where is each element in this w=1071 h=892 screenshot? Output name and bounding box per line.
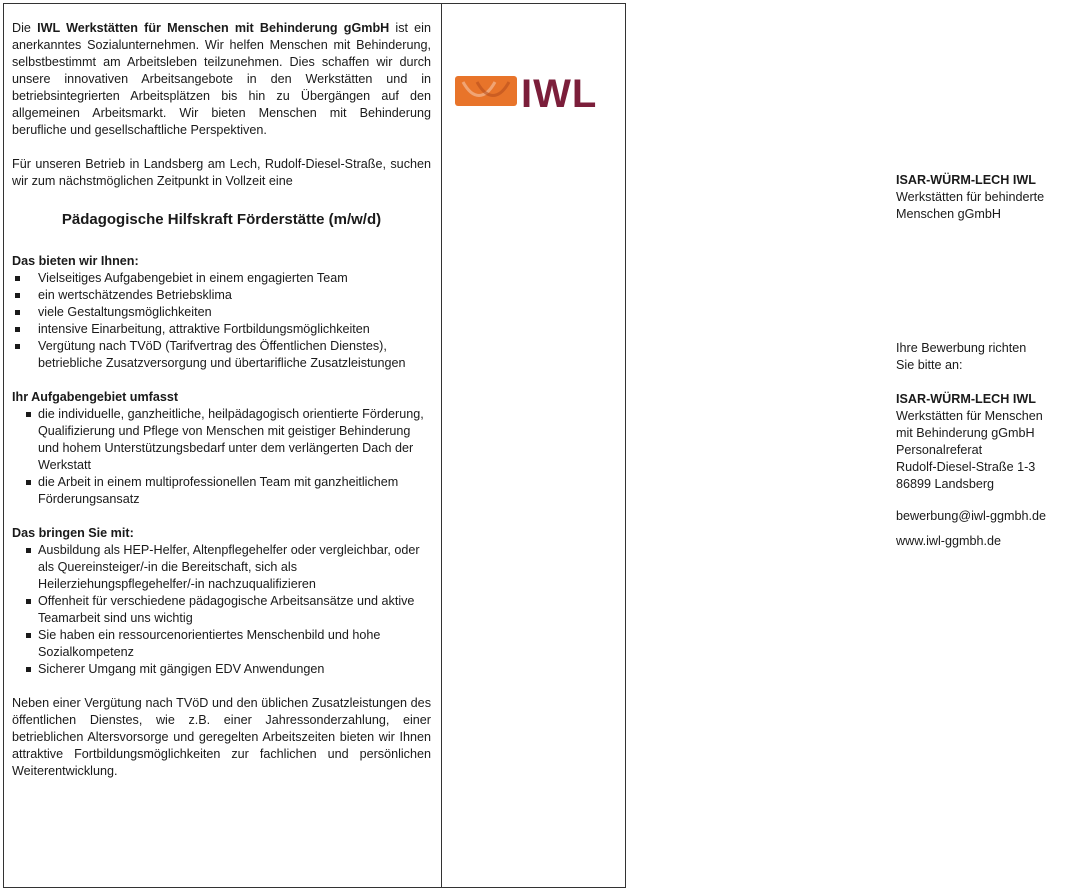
main-column [12, 20, 431, 780]
apply-line-2: Sie bitte an: [896, 358, 963, 372]
tasks-title: Ihr Aufgabengebiet umfasst [12, 390, 179, 404]
list-item: Vielseitiges Aufgabengebiet in einem engagierten Team [12, 270, 431, 287]
address-line: Rudolf-Diesel-Straße 1-3 [896, 460, 1036, 474]
list-item: Sicherer Umgang mit gängigen EDV Anwendungen [12, 661, 431, 678]
org-name: ISAR-WÜRM-LECH IWL [896, 173, 1036, 187]
intro-paragraph [12, 20, 431, 139]
job-title: Pädagogische Hilfskraft Förderstätte (m/w/d) [61, 211, 382, 228]
offer-list [12, 270, 431, 372]
logo-text: IWL [521, 72, 598, 116]
closing-paragraph: Neben einer Vergütung nach TVöD und den üblichen Zusatzleistungen des öffentlichen Dienstes, wie z.B. einer Jahressonderzahlung, einer betrieblichen Altersvorsorge und geregelten Arbeitszeiten bieten wir Ihnen attraktive Fortbildungsmöglichkeiten zur fachlichen und persönlichen Weiterentwicklung. [12, 696, 431, 778]
org-sub-2: Menschen gGmbH [896, 207, 1001, 221]
list-item: die Arbeit in einem multiprofessionellen Team mit ganzheitlichem Förderungsansatz [12, 474, 431, 508]
requirements-title: Das bringen Sie mit: [12, 526, 134, 540]
email-link[interactable]: bewerbung@iwl-ggmbh.de [896, 509, 1046, 523]
iwl-logo-icon [455, 70, 598, 116]
search-paragraph: Für unseren Betrieb in Landsberg am Lech, Rudolf-Diesel-Straße, suchen wir zum nächstmöglichen Zeitpunkt in Vollzeit eine [12, 157, 431, 188]
list-item: die individuelle, ganzheitliche, heilpädagogisch orientierte Förderung, Qualifizierung und Pflege von Menschen mit geistiger Behinderung und hohem Unterstützungsbedarf unter dem verlängerten Dach der Werkstatt [12, 406, 431, 474]
address-block [896, 391, 1071, 493]
apply-block [896, 340, 1071, 374]
contact-block [896, 508, 1071, 550]
org-block [896, 172, 1071, 223]
list-item: viele Gestaltungsmöglichkeiten [12, 304, 431, 321]
list-item: Offenheit für verschiedene pädagogische Arbeitsansätze und aktive Teamarbeit sind uns wichtig [12, 593, 431, 627]
intro-lead: Die [12, 21, 38, 35]
address-line: 86899 Landsberg [896, 477, 995, 491]
list-item: Ausbildung als HEP-Helfer, Altenpflegehelfer oder vergleichbar, oder als Quereinsteiger/-in die Bereitschaft, sich als Heilerziehungspflegehelfer/-in nachzuqualifizieren [12, 542, 431, 593]
offer-title: Das bieten wir Ihnen: [12, 254, 139, 268]
address-line: mit Behinderung gGmbH [896, 426, 1035, 440]
intro-text: ist ein anerkanntes Sozialunternehmen. Wir helfen Menschen mit Behinderung, selbstbestimmt am Arbeitsleben teilzunehmen. Dies schaffen wir durch unsere innovativen Arbeitsangebote in den Werkstätten und in betriebsintegrierten Arbeitsplätzen bis hin zu Übergängen auf den allgemeinen Arbeitsmarkt. Wir bieten Menschen mit Behinderung berufliche und gesellschaftliche Perspektiven. [12, 21, 431, 137]
iwl-logo [455, 70, 598, 116]
list-item: intensive Einarbeitung, attraktive Fortbildungsmöglichkeiten [12, 321, 431, 338]
website-link[interactable]: www.iwl-ggmbh.de [896, 534, 1001, 548]
list-item: ein wertschätzendes Betriebsklima [12, 287, 431, 304]
list-item: Sie haben ein ressourcenorientiertes Menschenbild und hohe Sozialkompetenz [12, 627, 431, 661]
address-line: Personalreferat [896, 443, 983, 457]
list-item: Vergütung nach TVöD (Tarifvertrag des Öffentlichen Dienstes), betriebliche Zusatzversorgung und übertarifliche Zusatzleistungen [12, 338, 431, 372]
org-sub-1: Werkstätten für behinderte [896, 190, 1045, 204]
address-name: ISAR-WÜRM-LECH IWL [896, 392, 1036, 406]
address-line: Werkstätten für Menschen [896, 409, 1043, 423]
requirements-list [12, 542, 431, 678]
column-divider [441, 4, 442, 887]
tasks-list [12, 406, 431, 508]
intro-org-name: IWL Werkstätten für Menschen mit Behinderung gGmbH [37, 21, 390, 35]
apply-line-1: Ihre Bewerbung richten [896, 341, 1027, 355]
